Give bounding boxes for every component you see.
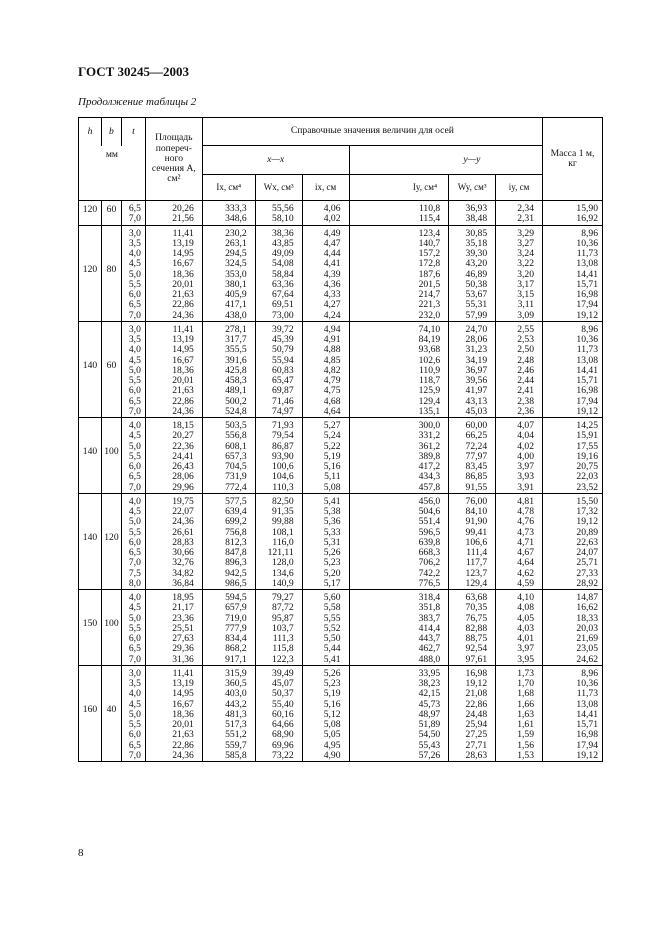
table-row	[79, 321, 603, 417]
cell-iy: 2,55 2,53 2,50 2,48 2,46 2,44 2,41 2,38 2,36	[496, 321, 543, 417]
header-Ix: Ix, см⁴	[202, 175, 255, 201]
cell-A: 19,75 22,07 24,36 26,61 28,83 30,66 32,76 34,82 36,84	[145, 493, 202, 589]
table-caption: Продолжение таблицы 2	[78, 96, 197, 108]
cell-m: 14,87 16,62 18,33 20,03 21,69 23,05 24,62	[543, 590, 603, 666]
header-mm: мм	[79, 146, 146, 201]
table-row	[79, 590, 603, 666]
cell-b: 80	[101, 225, 121, 321]
cell-ix: 4,94 4,91 4,88 4,85 4,82 4,79 4,75 4,68 4,64	[302, 321, 349, 417]
cell-Wy: 60,00 66,25 72,24 77,97 83,45 86,85 91,55	[449, 418, 496, 494]
header-Wx: Wx, см³	[255, 175, 302, 201]
header-mass: Масса 1 м, кг	[543, 118, 603, 201]
cell-ix: 5,26 5,23 5,19 5,16 5,12 5,08 5,05 4,95 4,90	[302, 665, 349, 761]
header-b: b	[101, 118, 121, 146]
cell-m: 8,96 10,36 11,73 13,08 14,41 15,71 16,98 17,94 19,12	[543, 225, 603, 321]
cell-h: 140	[79, 321, 102, 417]
cell-b: 100	[101, 590, 121, 666]
header-reference: Справочные значения величин для осей	[202, 118, 542, 146]
cell-Wy: 63,68 70,35 76,75 82,88 88,75 92,54 97,61	[449, 590, 496, 666]
cell-t: 3,0 3,5 4,0 4,5 5,0 5,5 6,0 6,5 7,0	[121, 225, 145, 321]
cell-ix: 4,06 4,02	[302, 201, 349, 226]
table-row	[79, 418, 603, 494]
page-number: 8	[78, 847, 84, 859]
header-area: Площадь попереч-ного сечения A, см²	[145, 118, 202, 201]
cell-iy: 1,73 1,70 1,68 1,66 1,63 1,61 1,59 1,56 1,53	[496, 665, 543, 761]
cell-iy: 4,07 4,04 4,02 4,00 3,97 3,93 3,91	[496, 418, 543, 494]
cell-Wy: 16,98 19,12 21,08 22,86 24,48 25,94 27,25 27,71 28,63	[449, 665, 496, 761]
cell-Ix: 577,5 639,4 699,2 756,8 812,3 847,8 896,3 942,5 986,5	[202, 493, 255, 589]
cell-Ix: 333,3 348,6	[202, 201, 255, 226]
cell-ix: 4,49 4,47 4,44 4,41 4,39 4,36 4,33 4,27 4,24	[302, 225, 349, 321]
cell-Ix: 230,2 263,1 294,5 324,5 353,0 380,1 405,9 417,1 438,0	[202, 225, 255, 321]
cell-Iy: 74,10 84,19 93,68 102,6 110,9 118,7 125,9 129,4 135,1	[402, 321, 449, 417]
data-table	[78, 117, 603, 762]
table-row	[79, 225, 603, 321]
cell-Wy: 36,93 38,48	[449, 201, 496, 226]
cell-Ix: 278,1 317,7 355,5 391,6 425,8 458,3 489,1 500,2 524,8	[202, 321, 255, 417]
cell-Wx: 71,93 79,54 86,87 93,90 100,6 104,6 110,3	[255, 418, 302, 494]
cell-t: 4,0 4,5 5,0 5,5 6,0 6,5 7,0	[121, 590, 145, 666]
cell-Ix: 594,5 657,9 719,0 777,9 834,4 868,2 917,1	[202, 590, 255, 666]
cell-Iy: 318,4 351,8 383,7 414,4 443,7 462,7 488,0	[402, 590, 449, 666]
cell-A: 20,26 21,56	[145, 201, 202, 226]
cell-A: 18,95 21,17 23,36 25,51 27,63 29,36 31,36	[145, 590, 202, 666]
cell-b: 60	[101, 321, 121, 417]
header-ix: ix, см	[302, 175, 349, 201]
cell-ix: 5,27 5,24 5,22 5,19 5,16 5,11 5,08	[302, 418, 349, 494]
cell-Wy: 76,00 84,10 91,90 99,41 106,6 111,4 117,7 123,7 129,4	[449, 493, 496, 589]
cell-Iy: 123,4 140,7 157,2 172,8 187,6 201,5 214,7 221,3 232,0	[402, 225, 449, 321]
cell-Wx: 39,72 45,39 50,79 55,94 60,83 65,47 69,87 71,46 74,97	[255, 321, 302, 417]
cell-Wx: 55,56 58,10	[255, 201, 302, 226]
cell-h: 150	[79, 590, 102, 666]
cell-A: 11,41 13,19 14,95 16,67 18,36 20,01 21,63 22,86 24,36	[145, 225, 202, 321]
table-row	[79, 201, 603, 226]
cell-b: 100	[101, 418, 121, 494]
cell-Iy: 33,95 38,23 42,15 45,73 48,97 51,89 54,50 55,43 57,26	[402, 665, 449, 761]
header-t: t	[121, 118, 145, 146]
cell-b: 40	[101, 665, 121, 761]
cell-m: 8,96 10,36 11,73 13,08 14,41 15,71 16,98 17,94 19,12	[543, 321, 603, 417]
cell-b: 60	[101, 201, 121, 226]
cell-iy: 4,81 4,78 4,76 4,73 4,71 4,67 4,64 4,62 4,59	[496, 493, 543, 589]
cell-ix: 5,41 5,38 5,36 5,33 5,31 5,26 5,23 5,20 5,17	[302, 493, 349, 589]
cell-Wx: 79,27 87,72 95,87 103,7 111,3 115,8 122,3	[255, 590, 302, 666]
table-row	[79, 665, 603, 761]
cell-A: 18,15 20,27 22,36 24,41 26,43 28,06 29,96	[145, 418, 202, 494]
header-Iy: Iy, см⁴	[402, 175, 449, 201]
cell-t: 3,0 3,5 4,0 4,5 5,0 5,5 6,0 6,5 7,0	[121, 321, 145, 417]
cell-A: 11,41 13,19 14,95 16,67 18,36 20,01 21,63 22,86 24,36	[145, 321, 202, 417]
cell-t: 4,0 4,5 5,0 5,5 6,0 6,5 7,0 7,5 8,0	[121, 493, 145, 589]
cell-Iy: 110,8 115,4	[402, 201, 449, 226]
cell-m: 15,50 17,32 19,12 20,89 22,63 24,07 25,71 27,33 28,92	[543, 493, 603, 589]
cell-h: 120	[79, 201, 102, 226]
cell-t: 3,0 3,5 4,0 4,5 5,0 5,5 6,0 6,5 7,0	[121, 665, 145, 761]
cell-Wy: 24,70 28,06 31,23 34,19 36,97 39,56 41,97 43,13 45,03	[449, 321, 496, 417]
cell-h: 120	[79, 225, 102, 321]
cell-ix: 5,60 5,58 5,55 5,52 5,50 5,44 5,41	[302, 590, 349, 666]
header-axis-x: x—x	[202, 146, 349, 175]
cell-h: 160	[79, 665, 102, 761]
table-row	[79, 493, 603, 589]
cell-t: 6,5 7,0	[121, 201, 145, 226]
cell-iy: 4,10 4,08 4,05 4,03 4,01 3,97 3,95	[496, 590, 543, 666]
cell-Iy: 300,0 331,2 361,2 389,8 417,2 434,3 457,8	[402, 418, 449, 494]
cell-Wx: 38,36 43,85 49,09 54,08 58,84 63,36 67,64 69,51 73,00	[255, 225, 302, 321]
cell-A: 11,41 13,19 14,95 16,67 18,36 20,01 21,63 22,86 24,36	[145, 665, 202, 761]
header-axis-y: y—y	[402, 146, 543, 175]
cell-b: 120	[101, 493, 121, 589]
cell-Iy: 456,0 504,6 551,4 596,5 639,8 668,3 706,2 742,2 776,5	[402, 493, 449, 589]
cell-m: 8,96 10,36 11,73 13,08 14,41 15,71 16,98 17,94 19,12	[543, 665, 603, 761]
header-h: h	[79, 118, 102, 146]
cell-Ix: 503,5 556,8 608,1 657,3 704,5 731,9 772,4	[202, 418, 255, 494]
cell-Wy: 30,85 35,18 39,30 43,20 46,89 50,38 53,67 55,31 57,99	[449, 225, 496, 321]
cell-t: 4,0 4,5 5,0 5,5 6,0 6,5 7,0	[121, 418, 145, 494]
cell-iy: 3,29 3,27 3,24 3,22 3,20 3,17 3,15 3,11 3,09	[496, 225, 543, 321]
header-Wy: Wy, см³	[449, 175, 496, 201]
cell-h: 140	[79, 418, 102, 494]
cell-iy: 2,34 2,31	[496, 201, 543, 226]
cell-Wx: 39,49 45,07 50,37 55,40 60,16 64,66 68,90 69,96 73,22	[255, 665, 302, 761]
cell-Ix: 315,9 360,5 403,0 443,2 481,3 517,3 551,2 559,7 585,8	[202, 665, 255, 761]
document-title: ГОСТ 30245—2003	[78, 64, 190, 79]
header-iy: iy, см	[496, 175, 543, 201]
cell-Wx: 82,50 91,35 99,88 108,1 116,0 121,11 128,0 134,6 140,9	[255, 493, 302, 589]
cell-h: 140	[79, 493, 102, 589]
cell-m: 14,25 15,91 17,55 19,16 20,75 22,03 23,52	[543, 418, 603, 494]
cell-m: 15,90 16,92	[543, 201, 603, 226]
